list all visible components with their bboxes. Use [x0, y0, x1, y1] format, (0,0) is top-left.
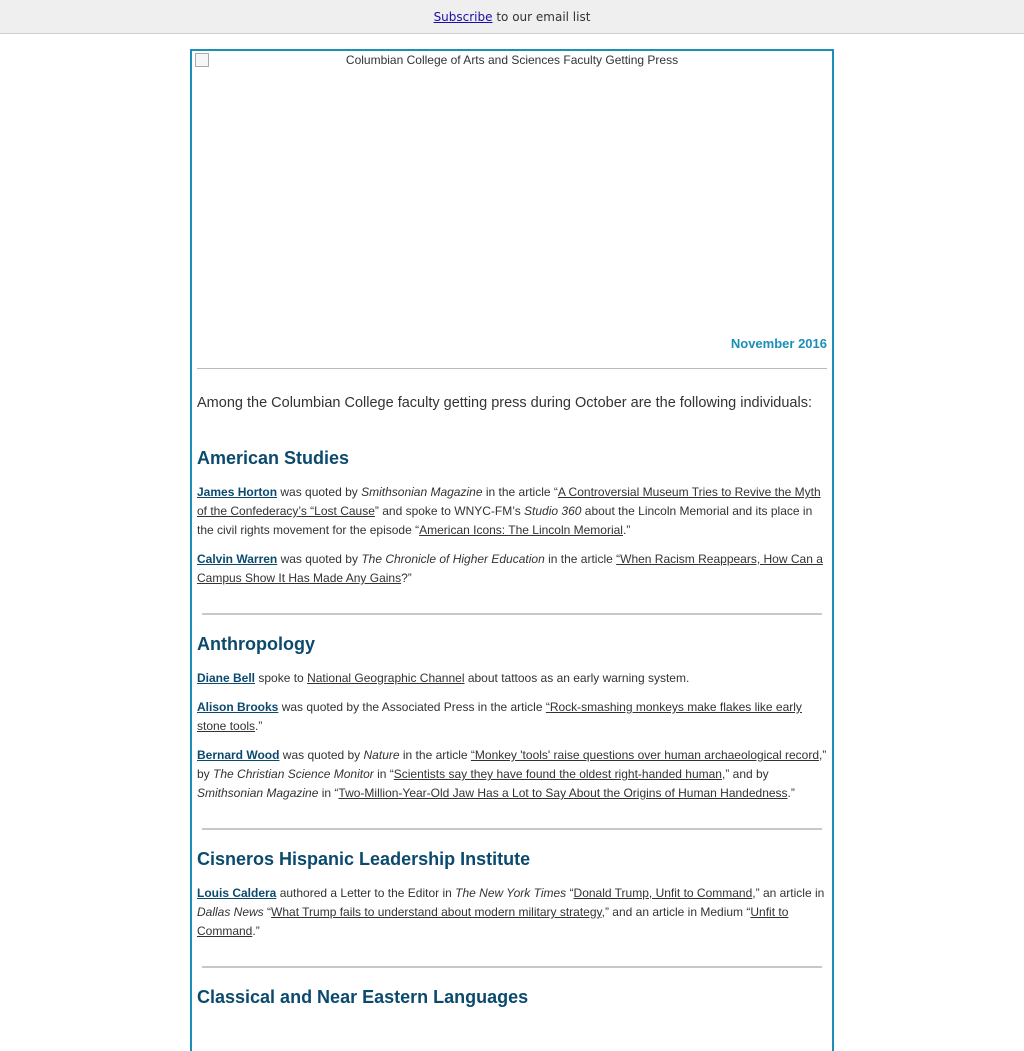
article-link[interactable]: Scientists say they have found the oldest right-handed human	[393, 767, 722, 781]
publication-name: Dallas News	[197, 905, 264, 919]
section-title-cisneros: Cisneros Hispanic Leadership Institute	[197, 849, 531, 869]
person-link-bernard-wood[interactable]: Bernard Wood	[197, 748, 280, 762]
publication-name: The Chronicle of Higher Education	[361, 552, 545, 566]
publication-name: Smithsonian Magazine	[197, 786, 319, 800]
publication-name: The New York Times	[455, 886, 567, 900]
entry-calvin-warren: Calvin Warren was quoted by The Chronicle of Higher Education in the article “When Racism Reappears, How Can a Campus Show It Has Made Any Gains?”	[197, 552, 823, 585]
person-link-alison-brooks[interactable]: Alison Brooks	[197, 700, 279, 714]
intro-text: Among the Columbian College faculty getting press during October are the following individuals:	[197, 395, 812, 411]
section-title-classical-near-eastern: Classical and Near Eastern Languages	[197, 987, 529, 1007]
publication-name: Studio 360	[524, 504, 582, 518]
section-title-anthropology: Anthropology	[197, 634, 315, 654]
article-link[interactable]: What Trump fails to understand about modern military strategy	[271, 905, 602, 919]
entry-alison-brooks: Alison Brooks was quoted by the Associated Press in the article “Rock-smashing monkeys make flakes like early stone tools.”	[197, 700, 802, 733]
header-image	[192, 51, 832, 341]
article-link[interactable]: Two-Million-Year-Old Jaw Has a Lot to Say About the Origins of Human Handedness	[338, 786, 788, 800]
publication-name: Nature	[363, 748, 400, 762]
person-link-louis-caldera[interactable]: Louis Caldera	[197, 886, 277, 900]
article-link[interactable]: A Controversial Museum Tries to Revive the Myth of the Confederacy’s “Lost Cause	[197, 485, 821, 518]
issue-date: November 2016	[730, 336, 827, 351]
entry-bernard-wood: Bernard Wood was quoted by Nature in the article “Monkey 'tools' raise questions over human archaeological record,” by The Christian Science Monitor in “Scientists say they have found the oldest right-handed human,” and by Smithsonian Magazine in “Two-Million-Year-Old Jaw Has a Lot to Say About the Origins of Human Handedness.”	[197, 748, 827, 800]
entry-james-horton: James Horton was quoted by Smithsonian Magazine in the article “A Controversial Museum Tries to Revive the Myth of the Confederacy’s “Lost Cause” and spoke to WNYC-FM’s Studio 360 about the Lincoln Memorial and its place in the civil rights movement for the episode “American Icons: The Lincoln Memorial.”	[197, 485, 821, 537]
person-link-james-horton[interactable]: James Horton	[197, 485, 278, 499]
article-link[interactable]: Unfit to Command	[197, 905, 789, 938]
article-link[interactable]: “When Racism Reappears, How Can a Campus Show It Has Made Any Gains	[197, 552, 823, 585]
header-image-alt-text: Columbian College of Arts and Sciences Faculty Getting Press	[345, 53, 679, 67]
section-title-american-studies: American Studies	[197, 448, 350, 468]
article-link[interactable]: “Rock-smashing monkeys make flakes like early stone tools	[197, 700, 802, 733]
section-divider	[202, 966, 822, 968]
subscribe-bar	[0, 0, 1024, 34]
subscribe-bar-text: to our email list	[492, 10, 591, 24]
section-divider	[202, 828, 822, 830]
header-divider	[197, 368, 827, 369]
publication-name: Smithsonian Magazine	[361, 485, 483, 499]
newsletter-frame	[190, 49, 834, 1051]
article-link[interactable]: American Icons: The Lincoln Memorial	[419, 523, 623, 537]
entry-louis-caldera: Louis Caldera authored a Letter to the Editor in The New York Times “Donald Trump, Unfit to Command,” an article in Dallas News “What Trump fails to understand about modern military strategy,” and an article in Medium “Unfit to Command.”	[197, 886, 825, 938]
person-link-calvin-warren[interactable]: Calvin Warren	[197, 552, 278, 566]
article-link[interactable]: Donald Trump, Unfit to Command	[573, 886, 753, 900]
publication-name: The Christian Science Monitor	[213, 767, 374, 781]
person-link-diane-bell[interactable]: Diane Bell	[197, 671, 256, 685]
subscribe-link[interactable]: Subscribe	[433, 10, 493, 24]
entry-diane-bell: Diane Bell spoke to National Geographic Channel about tattoos as an early warning system.	[197, 671, 690, 685]
article-link[interactable]: National Geographic Channel	[307, 671, 465, 685]
main-content	[197, 393, 827, 1022]
article-link[interactable]: “Monkey 'tools' raise questions over human archaeological record	[470, 748, 820, 762]
section-divider	[202, 613, 822, 615]
